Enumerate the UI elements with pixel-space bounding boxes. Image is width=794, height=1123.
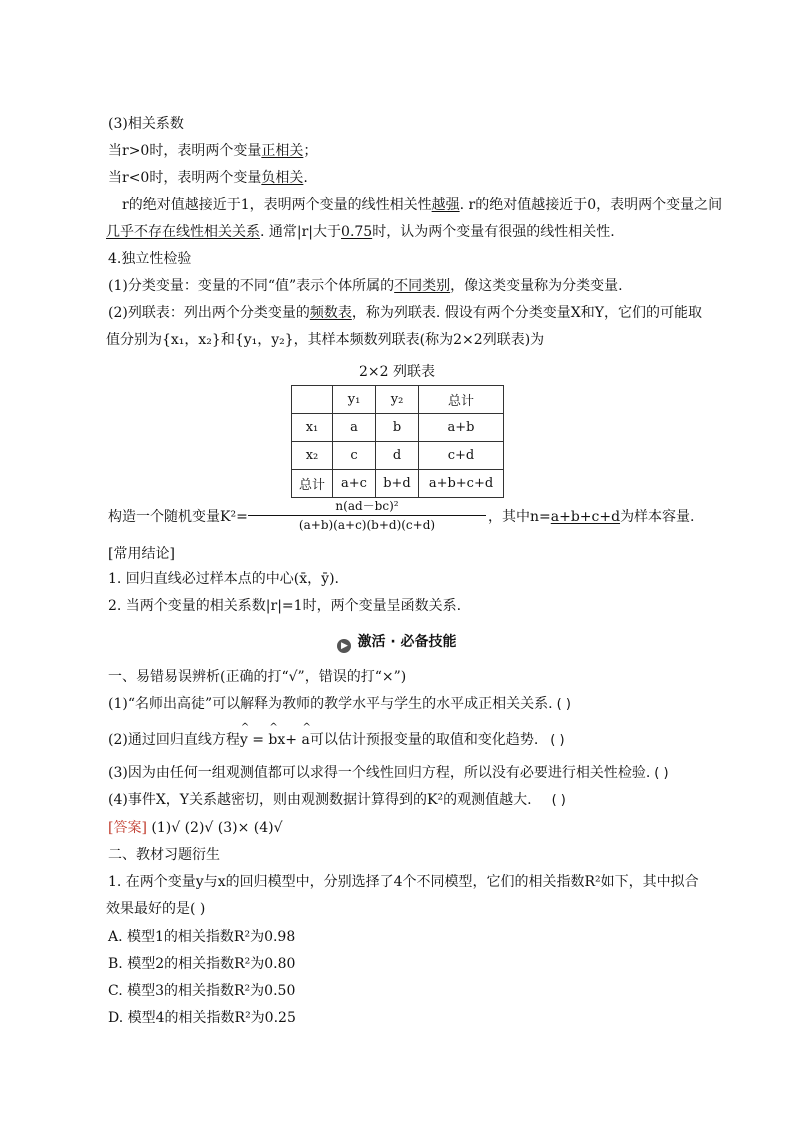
option-d: D. 模型4的相关指数R²为0.25 <box>108 1010 296 1026</box>
corr-line-1-answer: 正相关 <box>261 143 304 159</box>
option-c: C. 模型3的相关指数R²为0.50 <box>108 983 296 999</box>
table-row <box>292 442 504 470</box>
corr-line-4 <box>106 223 615 241</box>
k2-fraction <box>248 498 486 533</box>
indep-p2 <box>108 304 702 322</box>
table-cell: 总计 <box>292 470 333 498</box>
section-heading <box>0 631 794 653</box>
part2-q1-line-1: 1. 在两个变量y与x的回归模型中，分别选择了4个不同模型，它们的相关指数R²如下，其中拟合 <box>108 874 699 890</box>
play-circle-icon: ▶ <box>337 639 351 653</box>
part1-q4 <box>108 791 566 810</box>
corr-line-4-threshold: 0.75 <box>341 224 373 240</box>
common-conclusion-1: 1. 回归直线必过样本点的中心(x̄，ȳ). <box>108 571 339 587</box>
part1-q1 <box>108 695 571 714</box>
corr-line-2-end: . <box>303 170 308 186</box>
b-hat: ^ b <box>268 731 277 749</box>
table-cell: a <box>333 414 376 442</box>
table-row <box>292 414 504 442</box>
part1-q4-text: (4)事件X，Y关系越密切，则由观测数据计算得到的K²的观测值越大. <box>108 792 532 808</box>
corr-line-3-end: . r的绝对值越接近于0，表明两个变量之间 <box>459 197 723 213</box>
common-title: [常用结论] <box>108 546 175 562</box>
table-cell: y₁ <box>333 386 376 414</box>
table-row <box>292 386 504 414</box>
a-hat: ^ a <box>301 731 309 749</box>
indep-p1-answer: 不同类别 <box>394 278 451 294</box>
table-cell: b <box>376 414 419 442</box>
table-cell <box>292 386 333 414</box>
corr-line-4-answer: 几乎不存在线性相关关系 <box>106 224 260 240</box>
answer-bracket: ( ) <box>551 793 566 808</box>
fraction-bar <box>248 515 486 516</box>
part1-q3-text: (3)因为由任何一组观测值都可以求得一个线性回归方程，所以没有必要进行相关性检验. <box>108 765 651 781</box>
table-cell: y₂ <box>376 386 419 414</box>
formula-n-value: a+b+c+d <box>550 509 621 525</box>
contingency-table <box>291 385 504 498</box>
table-cell: a+b <box>419 414 504 442</box>
answer-bracket: ( ) <box>654 766 669 781</box>
part1-q2-text: (2)通过回归直线方程 <box>108 732 240 748</box>
formula-end: 为样本容量. <box>620 509 695 525</box>
table-cell: d <box>376 442 419 470</box>
corr-title: (3)相关系数 <box>108 116 184 132</box>
table-cell: c+d <box>419 442 504 470</box>
y-hat: ^ y <box>240 731 248 749</box>
corr-line-2 <box>108 169 308 187</box>
part1-q2-end: 可以估计预报变量的取值和变化趋势. <box>309 732 539 748</box>
part2-title: 二、教材习题衍生 <box>108 847 220 863</box>
formula-mid: ，其中n= <box>488 509 551 525</box>
indep-p2-end: ，称为列联表. 假设有两个分类变量X和Y，它们的可能取 <box>351 305 702 321</box>
answer-bracket: ( ) <box>550 733 565 748</box>
part1-title: 一、易错易误辨析(正确的打“√”，错误的打“×”) <box>108 669 407 685</box>
indep-p2-answer: 频数表 <box>309 305 352 321</box>
formula-tail <box>488 508 695 526</box>
part1-q3 <box>108 764 669 783</box>
table-cell: a+b+c+d <box>419 470 504 498</box>
indep-title: 4.独立性检验 <box>108 251 192 267</box>
table-cell: x₂ <box>292 442 333 470</box>
answer-bracket: ( ) <box>556 697 571 712</box>
part1-q2 <box>108 731 565 750</box>
answer-text: (1)√ (2)√ (3)× (4)√ <box>151 820 283 836</box>
corr-line-3-answer: 越强 <box>431 197 460 213</box>
indep-p1 <box>108 277 623 295</box>
option-b: B. 模型2的相关指数R²为0.80 <box>108 956 296 972</box>
table-caption: 2×2 列联表 <box>359 364 435 380</box>
indep-p1-end: ，像这类变量称为分类变量. <box>450 278 623 294</box>
corr-line-2-text: 当r<0时，表明两个变量 <box>108 170 262 186</box>
indep-p3: 值分别为{x₁，x₂}和{y₁，y₂}，其样本频数列联表(称为2×2列联表)为 <box>106 332 545 348</box>
table-cell: c <box>333 442 376 470</box>
corr-line-3 <box>122 196 722 214</box>
table-cell: x₁ <box>292 414 333 442</box>
table-row <box>292 470 504 498</box>
equals-sign: = <box>252 732 264 748</box>
corr-line-4-text: . 通常|r|大于 <box>260 224 342 240</box>
corr-line-1-end: ； <box>303 143 318 159</box>
corr-line-3-text: r的绝对值越接近于1，表明两个变量的线性相关性 <box>122 197 432 213</box>
table-cell: a+c <box>333 470 376 498</box>
indep-p1-text: (1)分类变量：变量的不同“值”表示个体所属的 <box>108 278 395 294</box>
fraction-denominator: (a+b)(a+c)(b+d)(c+d) <box>298 518 436 532</box>
section-title: 激活 · 必备技能 <box>357 634 457 650</box>
fraction-numerator: n(ad－bc)² <box>335 499 399 513</box>
table-cell: b+d <box>376 470 419 498</box>
x-plus: x+ <box>277 732 298 748</box>
answer-label: [答案] <box>108 820 147 836</box>
corr-line-2-answer: 负相关 <box>261 170 304 186</box>
formula-lead: 构造一个随机变量K²= <box>108 509 248 525</box>
corr-line-1 <box>108 142 317 160</box>
common-conclusion-2: 2. 当两个变量的相关系数|r|=1时，两个变量呈函数关系. <box>108 598 462 614</box>
corr-line-4-end: 时，认为两个变量有很强的线性相关性. <box>372 224 615 240</box>
table-cell: 总计 <box>419 386 504 414</box>
part1-answer <box>108 819 283 837</box>
part1-q1-text: (1)“名师出高徒”可以解释为教师的教学水平与学生的水平成正相关关系. <box>108 696 553 712</box>
option-a: A. 模型1的相关指数R²为0.98 <box>108 929 296 945</box>
corr-line-1-text: 当r>0时，表明两个变量 <box>108 143 262 159</box>
indep-p2-text: (2)列联表：列出两个分类变量的 <box>108 305 310 321</box>
part2-q1-line-2: 效果最好的是( ) <box>106 901 206 917</box>
